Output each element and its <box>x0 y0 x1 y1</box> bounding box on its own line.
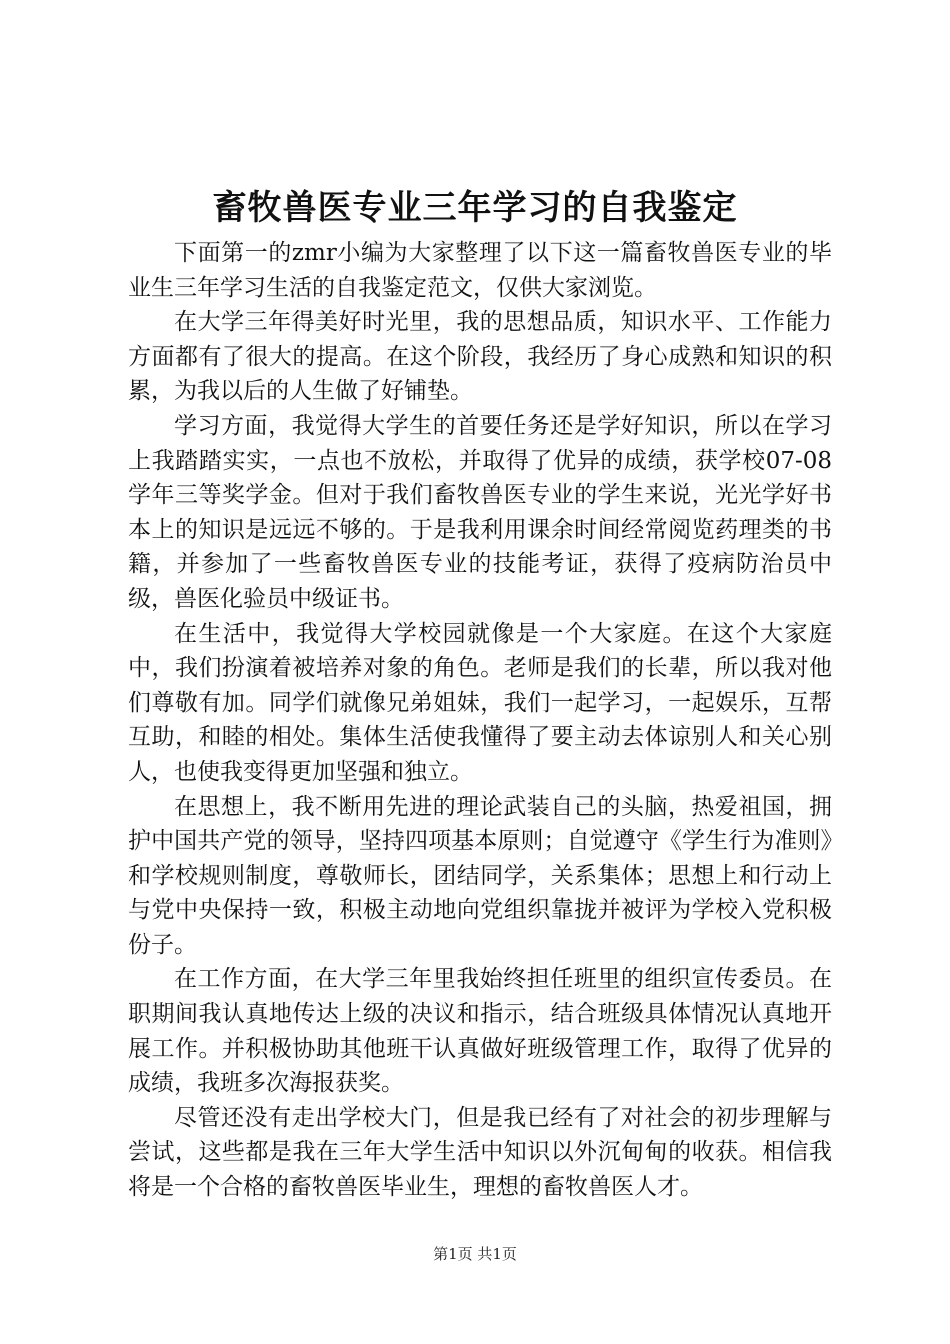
paragraph-conclusion: 尽管还没有走出学校大门，但是我已经有了对社会的初步理解与尝试，这些都是我在三年大学生活中知识以外沉甸甸的收获。相信我将是一个合格的畜牧兽医毕业生，理想的畜牧兽医人才。 <box>128 1104 832 1201</box>
paragraph-work: 在工作方面，在大学三年里我始终担任班里的组织宣传委员。在职期间我认真地传达上级的决议和指示，结合班级具体情况认真地开展工作。并积极协助其他班干认真做好班级管理工作，取得了优异的成绩，我班多次海报获奖。 <box>128 966 832 1097</box>
document-body <box>128 236 832 1205</box>
paragraph-thought: 在思想上，我不断用先进的理论武装自己的头脑，热爱祖国，拥护中国共产党的领导，坚持四项基本原则；自觉遵守《学生行为准则》和学校规则制度，尊敬师长，团结同学，关系集体；思想上和行动上与党中央保持一致，积极主动地向党组织靠拢并被评为学校入党积极份子。 <box>128 793 832 958</box>
page-footer: 第1页 共1页 <box>433 1245 517 1263</box>
paragraph-intro: 下面第一的zmr小编为大家整理了以下这一篇畜牧兽医专业的毕业生三年学习生活的自我鉴定范文，仅供大家浏览。 <box>128 240 832 301</box>
document-title: 畜牧兽医专业三年学习的自我鉴定 <box>212 188 738 228</box>
paragraph-study: 学习方面，我觉得大学生的首要任务还是学好知识，所以在学习上我踏踏实实，一点也不放松，并取得了优异的成绩，获学校07-08学年三等奖学金。但对于我们畜牧兽医专业的学生来说，光光学好书本上的知识是远远不够的。于是我利用课余时间经常阅览药理类的书籍，并参加了一些畜牧兽医专业的技能考证，获得了疫病防治员中级，兽医化验员中级证书。 <box>128 412 832 612</box>
paragraph-overview: 在大学三年得美好时光里，我的思想品质，知识水平、工作能力方面都有了很大的提高。在这个阶段，我经历了身心成熟和知识的积累，为我以后的人生做了好铺垫。 <box>128 309 832 405</box>
paragraph-life: 在生活中，我觉得大学校园就像是一个大家庭。在这个大家庭中，我们扮演着被培养对象的角色。老师是我们的长辈，所以我对他们尊敬有加。同学们就像兄弟姐妹，我们一起学习，一起娱乐，互帮互助，和睦的相处。集体生活使我懂得了要主动去体谅别人和关心别人，也使我变得更加坚强和独立。 <box>128 620 832 785</box>
